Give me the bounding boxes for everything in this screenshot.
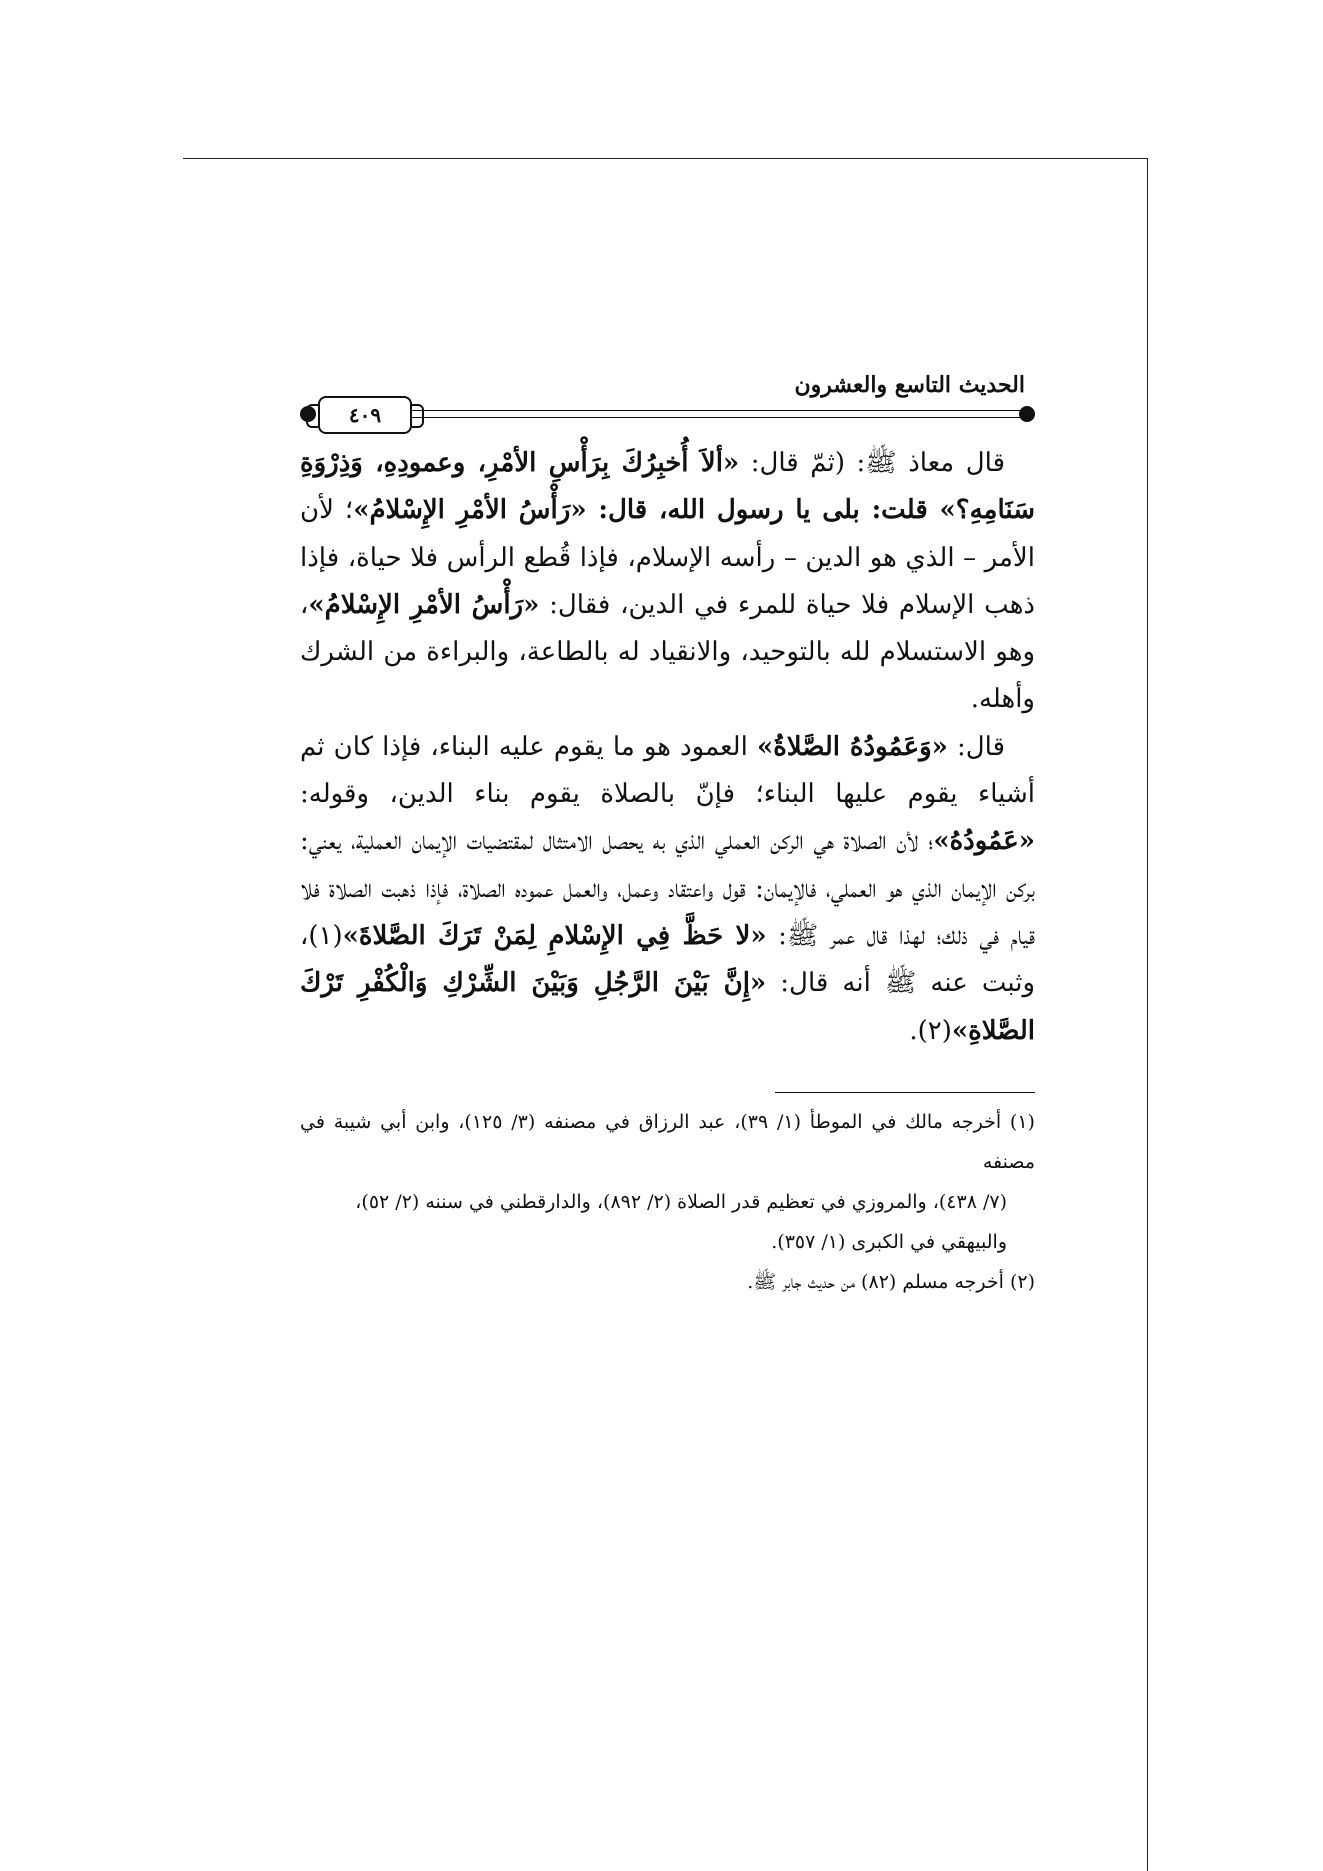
page-number: ٤٠٩	[318, 396, 412, 434]
page-header	[300, 372, 1035, 434]
crop-mark-right	[1147, 158, 1148, 1871]
body-text	[300, 440, 1035, 1055]
paragraph	[300, 724, 1035, 1055]
footnote-line: (٢) أخرجه مسلم (٨٢) من حديث جابر ﷺ.	[747, 1271, 1035, 1293]
header-rule-top	[410, 410, 1027, 411]
footnote-line: (٧/ ٤٣٨)، والمروزي في تعظيم قدر الصلاة (٢/ ٨٩٢)، والدارقطني في سننه (٢/ ٥٢)،	[355, 1191, 1007, 1213]
paragraph-text: ، وهو الاستسلام لله بالتوحيد، والانقياد له بالطاعة، والبراءة من الشرك وأهله.	[300, 589, 1035, 715]
footnotes	[300, 1102, 1035, 1302]
paragraph-text: (٢).	[909, 1015, 952, 1046]
quoted-hadith: «رَأْسُ الأمْرِ الإِسْلامُ»	[308, 589, 540, 620]
footnote-separator	[775, 1092, 1035, 1093]
header-rule-bottom	[410, 417, 1027, 418]
paragraph	[300, 440, 1035, 724]
quoted-hadith: «وَعَمُودُهُ الصَّلاةُ»	[756, 731, 948, 762]
footnote-line: والبيهقي في الكبرى (١/ ٣٥٧).	[771, 1231, 1007, 1253]
quoted-hadith: «إِنَّ بَيْنَ الرَّجُلِ وَبَيْنَ الشِّرْكِ وَالْكُفْرِ تَرْكَ الصَّلاةِ»	[300, 968, 1035, 1046]
paragraph-text: قال معاذ ﷺ: (ثمّ قال:	[739, 448, 1005, 478]
quoted-hadith: «ألاَ أُخبِرُكَ بِرَأْسِ الأمْرِ، وعمودِهِ، وَذِرْوَةِ سَنَامِهِ؟» قلت: بلى يا رسول الله، قال: «رَأْسُ الأمْرِ الإِسْلامُ»	[300, 448, 1036, 526]
running-title: الحديث التاسع والعشرون	[794, 372, 1025, 398]
footnote-line: (١) أخرجه مالك في الموطأ (١/ ٣٩)، عبد الرزاق في مصنفه (٣/ ١٢٥)، وابن أبي شيبة في مصنفه	[300, 1111, 1035, 1173]
quoted-hadith: «لا حَظَّ فِي الإِسْلامِ لِمَنْ تَرَكَ الصَّلاةَ»	[342, 920, 767, 951]
book-page	[300, 372, 1035, 1572]
crop-mark-top	[183, 158, 1148, 159]
ornament-dot-right	[1019, 406, 1035, 422]
paragraph-text: قال:	[947, 731, 1005, 762]
quoted-hadith: «عَمُودُهُ»	[933, 826, 1035, 857]
footnote	[300, 1262, 1035, 1302]
footnote	[300, 1102, 1035, 1262]
paragraph-text: (١)، وثبت عنه ﷺ أنه قال:	[300, 920, 1035, 999]
paragraph-text: ؛ لأن الأمر – الذي هو الدين – رأسه الإسلام، فإذا قُطع الرأس فلا حياة، فإذا ذهب الإسلام فلا حياة للمرء في الدين، فقال:	[300, 495, 1035, 620]
paragraph-text: ؛ لأن الصلاة هي الركن العملي الذي به يحصل الامتثال لمقتضيات الإيمان العملية، يعني: بركن الإيمان الذي هو العملي، فالإيمان: قول واعتقاد وعمل، والعمل عموده الصلاة، فإذا ذهبت الصلاة فلا قيام في ذلك؛ لهذا قال عمر ﷺ:	[300, 826, 1035, 951]
paragraph-text: العمود هو ما يقوم عليه البناء، فإذا كان ثم أشياء يقوم عليها البناء؛ فإنّ بالصلاة يقوم بناء الدين، وقوله:	[300, 731, 1035, 810]
